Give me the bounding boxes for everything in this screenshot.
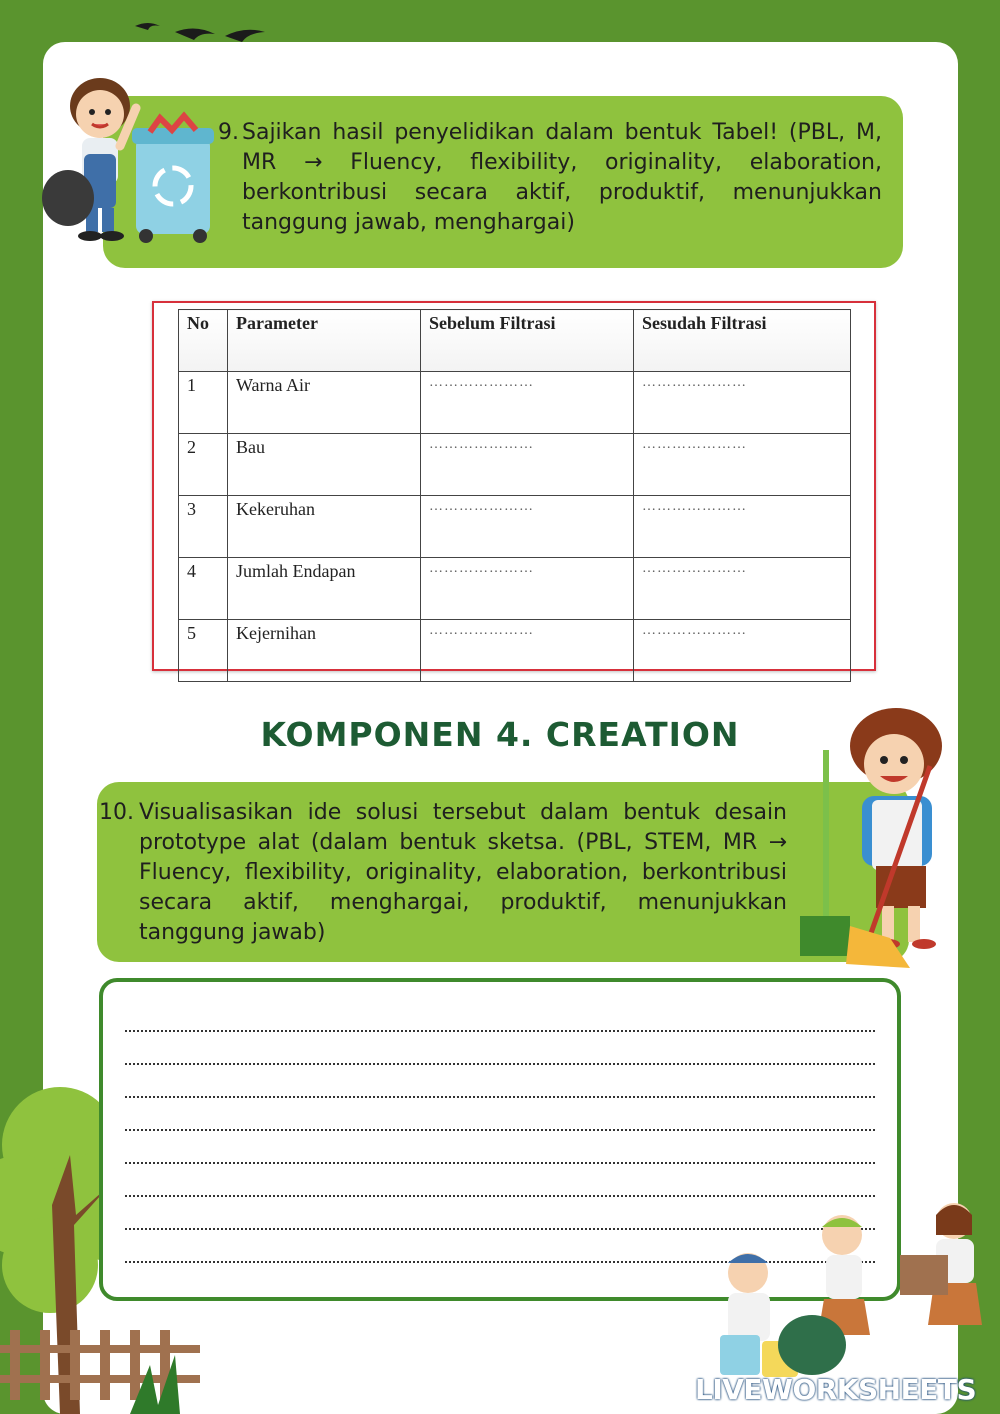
header-no: No (179, 310, 228, 372)
table-row (179, 434, 851, 496)
answer-line (125, 1129, 875, 1131)
header-sesudah: Sesudah Filtrasi (634, 310, 851, 372)
cell-parameter: Jumlah Endapan (228, 558, 421, 620)
children-recycling-illustration (700, 1195, 990, 1380)
answer-line (125, 1030, 875, 1032)
question-9-number: 9. (218, 120, 239, 145)
question-10-number: 10. (99, 800, 134, 825)
question-9 (218, 118, 882, 238)
answer-line (125, 1162, 875, 1164)
cell-sebelum-input[interactable]: ………………… (421, 434, 634, 496)
cell-parameter: Kejernihan (228, 620, 421, 682)
header-parameter: Parameter (228, 310, 421, 372)
cell-no: 5 (179, 620, 228, 682)
boy-with-broom-illustration (800, 706, 960, 976)
table-row (179, 496, 851, 558)
boy-with-recycle-bin-illustration (40, 68, 220, 248)
cell-sesudah-input[interactable]: ………………… (634, 620, 851, 682)
results-table (178, 309, 851, 682)
cell-sesudah-input[interactable]: ………………… (634, 372, 851, 434)
cell-no: 2 (179, 434, 228, 496)
cell-sebelum-input[interactable]: ………………… (421, 496, 634, 558)
cell-no: 3 (179, 496, 228, 558)
cell-no: 1 (179, 372, 228, 434)
table-header-row (179, 310, 851, 372)
cell-parameter: Bau (228, 434, 421, 496)
cell-sebelum-input[interactable]: ………………… (421, 620, 634, 682)
table-row (179, 558, 851, 620)
question-10-text: Visualisasikan ide solusi tersebut dalam bentuk desain prototype alat (dalam bentuk sketsa. (PBL, STEM, MR → Fluency, flexibility, originality, elaboration, berkontribusi secara aktif, menghargai, produktif, menunjukkan tanggung jawab) (139, 800, 787, 945)
cell-sebelum-input[interactable]: ………………… (421, 558, 634, 620)
header-sebelum: Sebelum Filtrasi (421, 310, 634, 372)
cell-sebelum-input[interactable]: ………………… (421, 372, 634, 434)
liveworksheets-logo[interactable]: LIVEWORKSHEETS (695, 1373, 977, 1406)
birds-decoration (130, 18, 270, 46)
cell-no: 4 (179, 558, 228, 620)
cell-parameter: Warna Air (228, 372, 421, 434)
cell-parameter: Kekeruhan (228, 496, 421, 558)
table-row (179, 620, 851, 682)
table-row (179, 372, 851, 434)
answer-line (125, 1063, 875, 1065)
section-heading: KOMPONEN 4. CREATION (260, 715, 740, 754)
answer-line (125, 1096, 875, 1098)
question-10 (99, 798, 787, 948)
question-9-text: Sajikan hasil penyelidikan dalam bentuk Tabel! (PBL, M, MR → Fluency, flexibility, originality, elaboration, berkontribusi secara aktif, produktif, menunjukkan tanggung jawab, menghargai) (242, 120, 882, 235)
cell-sesudah-input[interactable]: ………………… (634, 496, 851, 558)
results-table-frame (152, 301, 876, 671)
cell-sesudah-input[interactable]: ………………… (634, 434, 851, 496)
cell-sesudah-input[interactable]: ………………… (634, 558, 851, 620)
